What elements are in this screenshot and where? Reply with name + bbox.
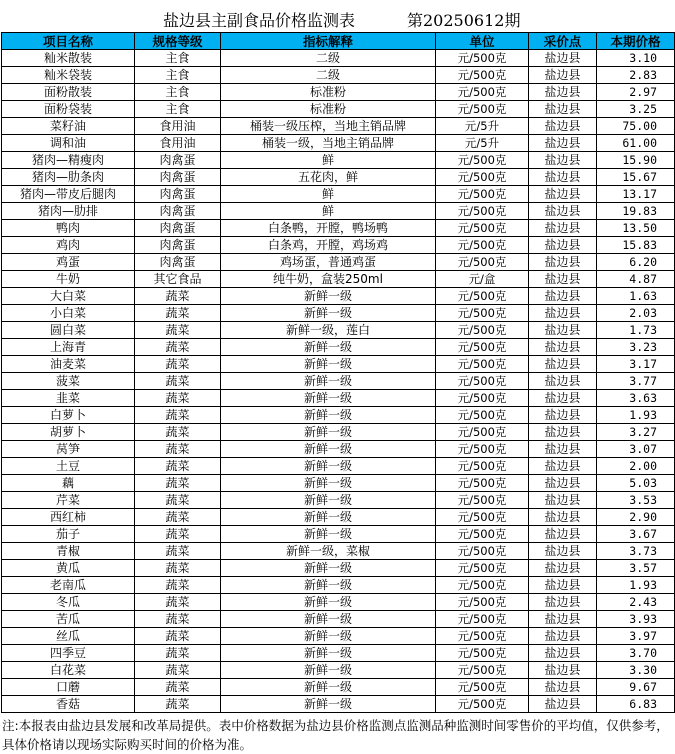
unit-cell: 元/500克 xyxy=(436,509,529,526)
location-cell: 盐边县 xyxy=(529,203,597,220)
unit-cell: 元/500克 xyxy=(436,594,529,611)
price-cell: 3.57 xyxy=(597,560,675,577)
price-table xyxy=(1,32,675,713)
description-cell: 新鲜一级 xyxy=(221,611,436,628)
item-name-cell: 老南瓜 xyxy=(2,577,135,594)
description-cell: 新鲜一级 xyxy=(221,628,436,645)
spec-cell: 蔬菜 xyxy=(135,509,221,526)
price-cell: 2.43 xyxy=(597,594,675,611)
unit-cell: 元/500克 xyxy=(436,424,529,441)
description-cell: 新鲜一级 xyxy=(221,305,436,322)
unit-cell: 元/500克 xyxy=(436,407,529,424)
spec-cell: 肉禽蛋 xyxy=(135,237,221,254)
price-cell: 3.93 xyxy=(597,611,675,628)
unit-cell: 元/500克 xyxy=(436,288,529,305)
location-cell: 盐边县 xyxy=(529,407,597,424)
unit-cell: 元/500克 xyxy=(436,577,529,594)
location-cell: 盐边县 xyxy=(529,662,597,679)
unit-cell: 元/500克 xyxy=(436,543,529,560)
location-cell: 盐边县 xyxy=(529,356,597,373)
title-bar xyxy=(0,0,675,32)
description-cell: 新鲜一级 xyxy=(221,339,436,356)
spec-cell: 其它食品 xyxy=(135,271,221,288)
location-cell: 盐边县 xyxy=(529,118,597,135)
spec-cell: 蔬菜 xyxy=(135,628,221,645)
item-name-cell: 口蘑 xyxy=(2,679,135,696)
table-row xyxy=(2,169,675,186)
column-header-spec: 规格等级 xyxy=(135,33,221,50)
unit-cell: 元/500克 xyxy=(436,67,529,84)
table-row xyxy=(2,84,675,101)
location-cell: 盐边县 xyxy=(529,50,597,67)
item-name-cell: 鸡蛋 xyxy=(2,254,135,271)
description-cell: 桶装一级，当地主销品牌 xyxy=(221,135,436,152)
table-row xyxy=(2,628,675,645)
table-row xyxy=(2,254,675,271)
description-cell: 新鲜一级 xyxy=(221,645,436,662)
item-name-cell: 韭菜 xyxy=(2,390,135,407)
item-name-cell: 青椒 xyxy=(2,543,135,560)
description-cell: 鸡场蛋，普通鸡蛋 xyxy=(221,254,436,271)
spec-cell: 食用油 xyxy=(135,135,221,152)
location-cell: 盐边县 xyxy=(529,152,597,169)
item-name-cell: 鸭肉 xyxy=(2,220,135,237)
location-cell: 盐边县 xyxy=(529,271,597,288)
unit-cell: 元/500克 xyxy=(436,611,529,628)
location-cell: 盐边县 xyxy=(529,67,597,84)
location-cell: 盐边县 xyxy=(529,322,597,339)
spec-cell: 蔬菜 xyxy=(135,679,221,696)
table-row xyxy=(2,101,675,118)
price-cell: 1.93 xyxy=(597,407,675,424)
unit-cell: 元/500克 xyxy=(436,696,529,713)
spec-cell: 肉禽蛋 xyxy=(135,203,221,220)
location-cell: 盐边县 xyxy=(529,84,597,101)
description-cell: 新鲜一级 xyxy=(221,509,436,526)
period-label: 第20250612期 xyxy=(407,11,521,30)
price-cell: 3.30 xyxy=(597,662,675,679)
location-cell: 盐边县 xyxy=(529,186,597,203)
unit-cell: 元/500克 xyxy=(436,526,529,543)
item-name-cell: 圆白菜 xyxy=(2,322,135,339)
table-row xyxy=(2,373,675,390)
location-cell: 盐边县 xyxy=(529,237,597,254)
description-cell: 新鲜一级 xyxy=(221,441,436,458)
description-cell: 新鲜一级 xyxy=(221,492,436,509)
price-cell: 2.00 xyxy=(597,458,675,475)
item-name-cell: 小白菜 xyxy=(2,305,135,322)
table-row xyxy=(2,220,675,237)
location-cell: 盐边县 xyxy=(529,560,597,577)
price-cell: 3.63 xyxy=(597,390,675,407)
price-cell: 3.27 xyxy=(597,424,675,441)
item-name-cell: 油麦菜 xyxy=(2,356,135,373)
price-cell: 19.83 xyxy=(597,203,675,220)
location-cell: 盐边县 xyxy=(529,492,597,509)
description-cell: 新鲜一级 xyxy=(221,407,436,424)
price-cell: 3.23 xyxy=(597,339,675,356)
description-cell: 鲜 xyxy=(221,203,436,220)
item-name-cell: 猪肉—精瘦肉 xyxy=(2,152,135,169)
spec-cell: 蔬菜 xyxy=(135,288,221,305)
unit-cell: 元/500克 xyxy=(436,679,529,696)
spec-cell: 蔬菜 xyxy=(135,322,221,339)
price-cell: 61.00 xyxy=(597,135,675,152)
item-name-cell: 土豆 xyxy=(2,458,135,475)
table-row xyxy=(2,594,675,611)
unit-cell: 元/500克 xyxy=(436,50,529,67)
table-row xyxy=(2,50,675,67)
table-row xyxy=(2,118,675,135)
item-name-cell: 面粉散装 xyxy=(2,84,135,101)
price-cell: 3.07 xyxy=(597,441,675,458)
price-cell: 3.97 xyxy=(597,628,675,645)
table-row xyxy=(2,237,675,254)
table-title: 盐边县主副食品价格监测表 xyxy=(163,11,356,30)
unit-cell: 元/500克 xyxy=(436,441,529,458)
item-name-cell: 籼米散装 xyxy=(2,50,135,67)
location-cell: 盐边县 xyxy=(529,509,597,526)
spec-cell: 蔬菜 xyxy=(135,475,221,492)
spec-cell: 蔬菜 xyxy=(135,390,221,407)
price-cell: 13.50 xyxy=(597,220,675,237)
description-cell: 五花肉，鲜 xyxy=(221,169,436,186)
item-name-cell: 大白菜 xyxy=(2,288,135,305)
unit-cell: 元/500克 xyxy=(436,152,529,169)
table-row xyxy=(2,611,675,628)
column-header-item: 项目名称 xyxy=(2,33,135,50)
item-name-cell: 白花菜 xyxy=(2,662,135,679)
location-cell: 盐边县 xyxy=(529,373,597,390)
price-cell: 1.63 xyxy=(597,288,675,305)
price-cell: 2.90 xyxy=(597,509,675,526)
item-name-cell: 四季豆 xyxy=(2,645,135,662)
spec-cell: 蔬菜 xyxy=(135,458,221,475)
unit-cell: 元/500克 xyxy=(436,169,529,186)
spec-cell: 食用油 xyxy=(135,118,221,135)
column-header-location: 采价点 xyxy=(529,33,597,50)
spec-cell: 蔬菜 xyxy=(135,611,221,628)
item-name-cell: 茄子 xyxy=(2,526,135,543)
location-cell: 盐边县 xyxy=(529,441,597,458)
spec-cell: 蔬菜 xyxy=(135,543,221,560)
footnote: 注:本报表由盐边县发展和改革局提供。表中价格数据为盐边县价格监测点监测品种监测时间零售价的平均值，仅供参考，具体价格请以现场实际购买时间的价格为准。 xyxy=(2,718,669,752)
description-cell: 新鲜一级 xyxy=(221,356,436,373)
column-header-unit: 单位 xyxy=(436,33,529,50)
item-name-cell: 西红柿 xyxy=(2,509,135,526)
spec-cell: 蔬菜 xyxy=(135,407,221,424)
item-name-cell: 菜籽油 xyxy=(2,118,135,135)
price-cell: 3.10 xyxy=(597,50,675,67)
price-cell: 13.17 xyxy=(597,186,675,203)
spec-cell: 蔬菜 xyxy=(135,492,221,509)
header-row xyxy=(2,33,675,50)
location-cell: 盐边县 xyxy=(529,526,597,543)
location-cell: 盐边县 xyxy=(529,390,597,407)
unit-cell: 元/500克 xyxy=(436,101,529,118)
price-cell: 15.90 xyxy=(597,152,675,169)
item-name-cell: 丝瓜 xyxy=(2,628,135,645)
item-name-cell: 猪肉—肋排 xyxy=(2,203,135,220)
unit-cell: 元/5升 xyxy=(436,118,529,135)
table-row xyxy=(2,152,675,169)
column-header-desc: 指标解释 xyxy=(221,33,436,50)
spec-cell: 主食 xyxy=(135,67,221,84)
unit-cell: 元/盒 xyxy=(436,271,529,288)
unit-cell: 元/500克 xyxy=(436,390,529,407)
description-cell: 新鲜一级 xyxy=(221,696,436,713)
description-cell: 新鲜一级，菜椒 xyxy=(221,543,436,560)
price-cell: 3.67 xyxy=(597,526,675,543)
item-name-cell: 莴笋 xyxy=(2,441,135,458)
column-header-price: 本期价格 xyxy=(597,33,675,50)
description-cell: 标准粉 xyxy=(221,101,436,118)
description-cell: 新鲜一级 xyxy=(221,475,436,492)
table-row xyxy=(2,271,675,288)
spec-cell: 主食 xyxy=(135,84,221,101)
unit-cell: 元/500克 xyxy=(436,645,529,662)
table-row xyxy=(2,645,675,662)
location-cell: 盐边县 xyxy=(529,577,597,594)
description-cell: 新鲜一级 xyxy=(221,458,436,475)
spec-cell: 蔬菜 xyxy=(135,696,221,713)
unit-cell: 元/5升 xyxy=(436,135,529,152)
table-row xyxy=(2,186,675,203)
spec-cell: 肉禽蛋 xyxy=(135,254,221,271)
table-row xyxy=(2,135,675,152)
description-cell: 二级 xyxy=(221,50,436,67)
table-row xyxy=(2,543,675,560)
table-row xyxy=(2,356,675,373)
item-name-cell: 调和油 xyxy=(2,135,135,152)
unit-cell: 元/500克 xyxy=(436,322,529,339)
unit-cell: 元/500克 xyxy=(436,628,529,645)
location-cell: 盐边县 xyxy=(529,254,597,271)
description-cell: 标准粉 xyxy=(221,84,436,101)
description-cell: 新鲜一级 xyxy=(221,390,436,407)
description-cell: 新鲜一级 xyxy=(221,424,436,441)
unit-cell: 元/500克 xyxy=(436,373,529,390)
description-cell: 白条鸭，开膛，鸭场鸭 xyxy=(221,220,436,237)
description-cell: 鲜 xyxy=(221,152,436,169)
table-row xyxy=(2,577,675,594)
description-cell: 二级 xyxy=(221,67,436,84)
spec-cell: 蔬菜 xyxy=(135,424,221,441)
item-name-cell: 猪肉—带皮后腿肉 xyxy=(2,186,135,203)
item-name-cell: 白萝卜 xyxy=(2,407,135,424)
item-name-cell: 胡萝卜 xyxy=(2,424,135,441)
location-cell: 盐边县 xyxy=(529,543,597,560)
price-cell: 5.03 xyxy=(597,475,675,492)
table-row xyxy=(2,322,675,339)
price-cell: 2.03 xyxy=(597,305,675,322)
description-cell: 新鲜一级 xyxy=(221,577,436,594)
description-cell: 新鲜一级 xyxy=(221,679,436,696)
table-row xyxy=(2,458,675,475)
price-cell: 3.73 xyxy=(597,543,675,560)
item-name-cell: 苦瓜 xyxy=(2,611,135,628)
description-cell: 新鲜一级 xyxy=(221,373,436,390)
spec-cell: 蔬菜 xyxy=(135,339,221,356)
description-cell: 鲜 xyxy=(221,186,436,203)
price-cell: 2.97 xyxy=(597,84,675,101)
spec-cell: 主食 xyxy=(135,101,221,118)
price-cell: 1.73 xyxy=(597,322,675,339)
table-row xyxy=(2,67,675,84)
spec-cell: 蔬菜 xyxy=(135,645,221,662)
spec-cell: 蔬菜 xyxy=(135,662,221,679)
item-name-cell: 香菇 xyxy=(2,696,135,713)
unit-cell: 元/500克 xyxy=(436,492,529,509)
description-cell: 新鲜一级 xyxy=(221,594,436,611)
price-cell: 15.83 xyxy=(597,237,675,254)
spec-cell: 蔬菜 xyxy=(135,594,221,611)
table-row xyxy=(2,696,675,713)
location-cell: 盐边县 xyxy=(529,424,597,441)
item-name-cell: 鸡肉 xyxy=(2,237,135,254)
spec-cell: 蔬菜 xyxy=(135,373,221,390)
item-name-cell: 猪肉—肋条肉 xyxy=(2,169,135,186)
location-cell: 盐边县 xyxy=(529,679,597,696)
unit-cell: 元/500克 xyxy=(436,254,529,271)
spec-cell: 蔬菜 xyxy=(135,526,221,543)
price-cell: 3.25 xyxy=(597,101,675,118)
table-row xyxy=(2,424,675,441)
spec-cell: 肉禽蛋 xyxy=(135,220,221,237)
price-cell: 6.20 xyxy=(597,254,675,271)
unit-cell: 元/500克 xyxy=(436,186,529,203)
price-cell: 75.00 xyxy=(597,118,675,135)
unit-cell: 元/500克 xyxy=(436,220,529,237)
spec-cell: 蔬菜 xyxy=(135,356,221,373)
spec-cell: 蔬菜 xyxy=(135,441,221,458)
table-row xyxy=(2,679,675,696)
spec-cell: 蔬菜 xyxy=(135,577,221,594)
spec-cell: 蔬菜 xyxy=(135,560,221,577)
unit-cell: 元/500克 xyxy=(436,203,529,220)
table-row xyxy=(2,492,675,509)
unit-cell: 元/500克 xyxy=(436,305,529,322)
table-row xyxy=(2,203,675,220)
table-row xyxy=(2,509,675,526)
price-cell: 15.67 xyxy=(597,169,675,186)
item-name-cell: 菠菜 xyxy=(2,373,135,390)
table-row xyxy=(2,560,675,577)
unit-cell: 元/500克 xyxy=(436,458,529,475)
description-cell: 桶装一级压榨，当地主销品牌 xyxy=(221,118,436,135)
spec-cell: 肉禽蛋 xyxy=(135,169,221,186)
price-cell: 9.67 xyxy=(597,679,675,696)
price-cell: 1.93 xyxy=(597,577,675,594)
location-cell: 盐边县 xyxy=(529,475,597,492)
price-cell: 3.70 xyxy=(597,645,675,662)
table-row xyxy=(2,305,675,322)
location-cell: 盐边县 xyxy=(529,169,597,186)
table-row xyxy=(2,662,675,679)
price-cell: 3.77 xyxy=(597,373,675,390)
table-row xyxy=(2,441,675,458)
item-name-cell: 籼米袋装 xyxy=(2,67,135,84)
price-cell: 3.53 xyxy=(597,492,675,509)
unit-cell: 元/500克 xyxy=(436,339,529,356)
item-name-cell: 黄瓜 xyxy=(2,560,135,577)
unit-cell: 元/500克 xyxy=(436,475,529,492)
item-name-cell: 面粉袋装 xyxy=(2,101,135,118)
price-cell: 6.83 xyxy=(597,696,675,713)
unit-cell: 元/500克 xyxy=(436,356,529,373)
price-cell: 2.83 xyxy=(597,67,675,84)
location-cell: 盐边县 xyxy=(529,135,597,152)
price-cell: 3.17 xyxy=(597,356,675,373)
description-cell: 新鲜一级，莲白 xyxy=(221,322,436,339)
unit-cell: 元/500克 xyxy=(436,237,529,254)
spec-cell: 蔬菜 xyxy=(135,305,221,322)
location-cell: 盐边县 xyxy=(529,101,597,118)
unit-cell: 元/500克 xyxy=(436,560,529,577)
item-name-cell: 牛奶 xyxy=(2,271,135,288)
location-cell: 盐边县 xyxy=(529,220,597,237)
description-cell: 新鲜一级 xyxy=(221,662,436,679)
location-cell: 盐边县 xyxy=(529,594,597,611)
price-cell: 4.87 xyxy=(597,271,675,288)
spec-cell: 主食 xyxy=(135,50,221,67)
location-cell: 盐边县 xyxy=(529,696,597,713)
table-row xyxy=(2,288,675,305)
unit-cell: 元/500克 xyxy=(436,84,529,101)
description-cell: 新鲜一级 xyxy=(221,288,436,305)
spec-cell: 肉禽蛋 xyxy=(135,152,221,169)
location-cell: 盐边县 xyxy=(529,305,597,322)
description-cell: 新鲜一级 xyxy=(221,526,436,543)
location-cell: 盐边县 xyxy=(529,628,597,645)
table-row xyxy=(2,407,675,424)
location-cell: 盐边县 xyxy=(529,645,597,662)
location-cell: 盐边县 xyxy=(529,288,597,305)
item-name-cell: 芹菜 xyxy=(2,492,135,509)
item-name-cell: 藕 xyxy=(2,475,135,492)
unit-cell: 元/500克 xyxy=(436,662,529,679)
table-row xyxy=(2,339,675,356)
item-name-cell: 上海青 xyxy=(2,339,135,356)
table-row xyxy=(2,526,675,543)
spec-cell: 肉禽蛋 xyxy=(135,186,221,203)
description-cell: 纯牛奶，盒装250ml xyxy=(221,271,436,288)
table-row xyxy=(2,475,675,492)
location-cell: 盐边县 xyxy=(529,339,597,356)
location-cell: 盐边县 xyxy=(529,458,597,475)
item-name-cell: 冬瓜 xyxy=(2,594,135,611)
table-row xyxy=(2,390,675,407)
description-cell: 新鲜一级 xyxy=(221,560,436,577)
description-cell: 白条鸡，开膛，鸡场鸡 xyxy=(221,237,436,254)
location-cell: 盐边县 xyxy=(529,611,597,628)
